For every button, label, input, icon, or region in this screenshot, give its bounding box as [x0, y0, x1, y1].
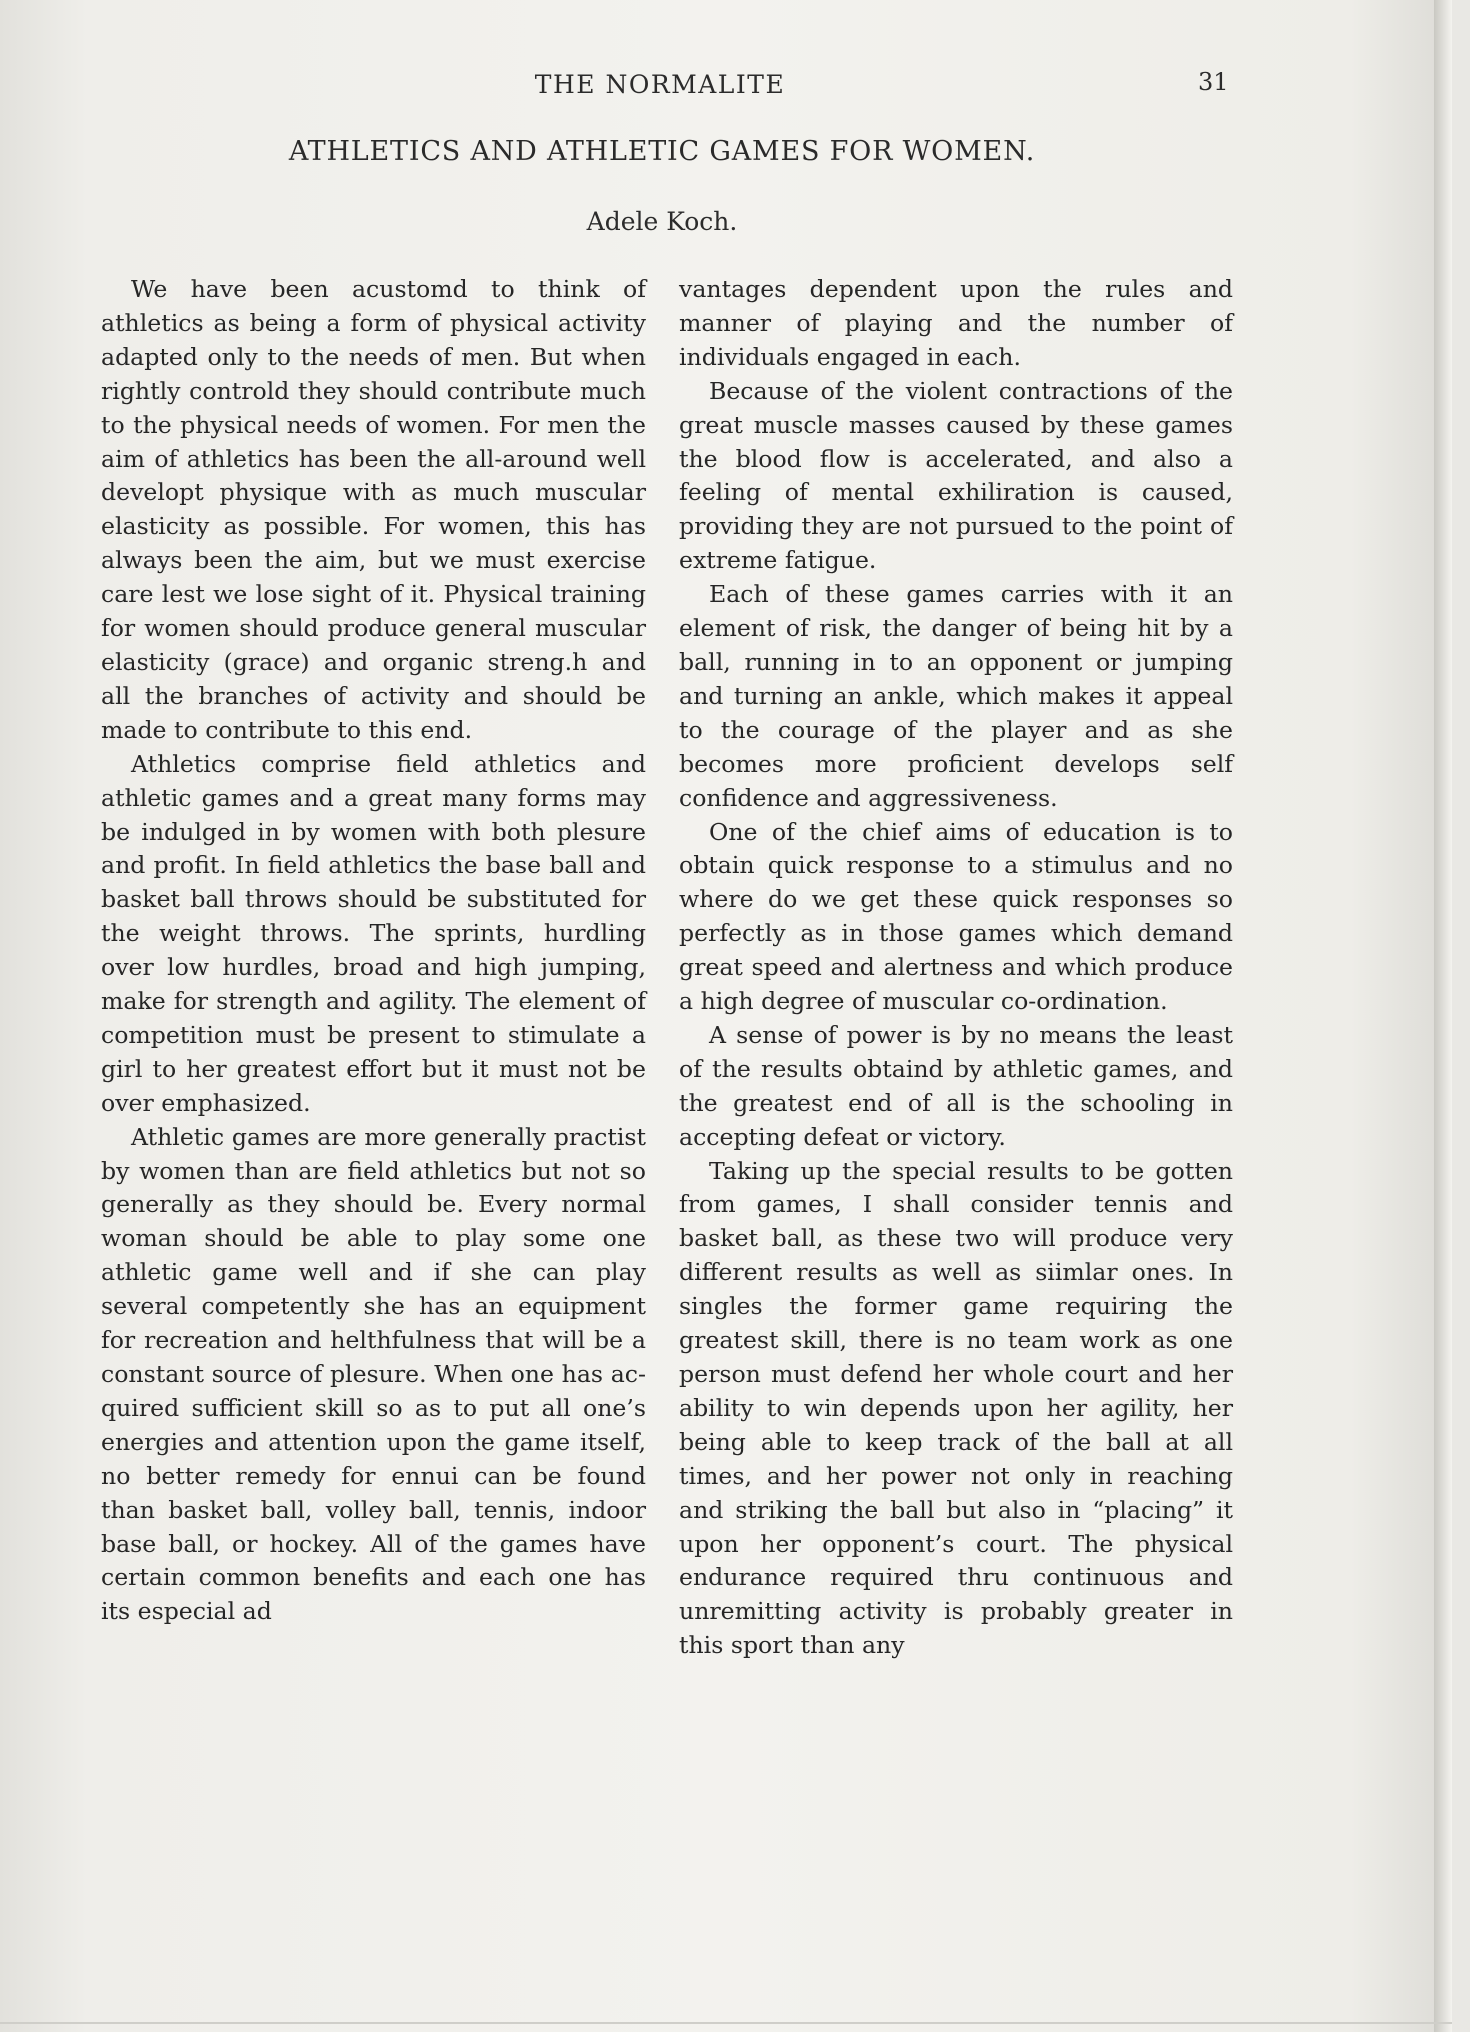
paragraph: Athletics comprise field athletics and athletic games and a great many forms may be indulged in by women with both plesure and profit. In field athletics the base ball and basket ball throws should be substituted for the weight throws. The sprints, hurdling over low hurdles, broad and high jumping, make for strength and agility. The element of competition must be present to stimulate a girl to her greatest effort but it must not be over emphasized.: [101, 749, 646, 1117]
paragraph: One of the chief aims of education is to obtain quick response to a stimulus and no where do we get these quick responses so perfectly as in those games which demand great speed and alertness and which produce a high degree of muscular co-ordination.: [679, 817, 1233, 1016]
running-head: THE NORMALITE: [534, 70, 786, 99]
page-edge-shadow: [1434, 0, 1452, 2032]
paragraph: A sense of power is by no means the least of the results obtaind by athletic games, and the greatest end of all is the schooling in accepting defeat or victory.: [679, 1020, 1233, 1151]
paragraph: Because of the violent contractions of the great muscle masses caused by these games the blood flow is accelerated, and also a feeling of mental exhiliration is caused, providing they are not pursued to the point of extreme fatigue.: [679, 376, 1233, 575]
page-number: 31: [1198, 68, 1229, 96]
article-author: Adele Koch.: [586, 207, 738, 236]
right-column: [679, 273, 1233, 1663]
paragraph-continued: vantages dependent upon the rules and manner of playing and the number of individuals engaged in each.: [679, 275, 1233, 371]
paragraph: Athletic games are more generally practist by women than are field athletics but not so generally as they should be. Every normal woman should be able to play some one athletic game well and if she can play several competently she has an equipment for recreation and helthfulness that will be a constant source of plesure. When one has acquired sufficient skill so as to put all one’s energies and attention upon the game itself, no better remedy for ennui can be found than basket ball, volley ball, tennis, indoor base ball, or hockey. All of the games have certain common benefits and each one has its especial ad: [101, 1122, 646, 1626]
left-column: [101, 273, 646, 1629]
paragraph: We have been acustomd to think of athletics as being a form of physical activity adapted only to the needs of men. But when rightly controld they should contribute much to the physical needs of women. For men the aim of athletics has been the all-around well developt physique with as much muscular elasticity as possible. For women, this has always been the aim, but we must exercise care lest we lose sight of it. Physical training for women should produce general muscular elasticity (grace) and organic streng.h and all the branches of activity and should be made to contribute to this end.: [101, 275, 646, 744]
paragraph: Each of these games carries with it an element of risk, the danger of being hit by a ball, running in to an opponent or jumping and turning an ankle, which makes it appeal to the courage of the player and as she becomes more proficient develops self confidence and aggressiveness.: [679, 580, 1233, 812]
article-title: ATHLETICS AND ATHLETIC GAMES FOR WOMEN.: [288, 136, 1036, 167]
paragraph: Taking up the special results to be gotten from games, I shall consider tennis and basket ball, as these two will produce very different results as well as siimlar ones. In singles the former game requiring the greatest skill, there is no team work as one person must defend her whole court and her ability to win depends upon her agility, her being able to keep track of the ball at all times, and her power not only in reaching and striking the ball but also in “placing” it upon her opponent’s court. The physical endurance required thru continuous and unremitting activity is probably greater in this sport than any: [679, 1156, 1233, 1660]
page-bottom-edge: [0, 2022, 1452, 2024]
